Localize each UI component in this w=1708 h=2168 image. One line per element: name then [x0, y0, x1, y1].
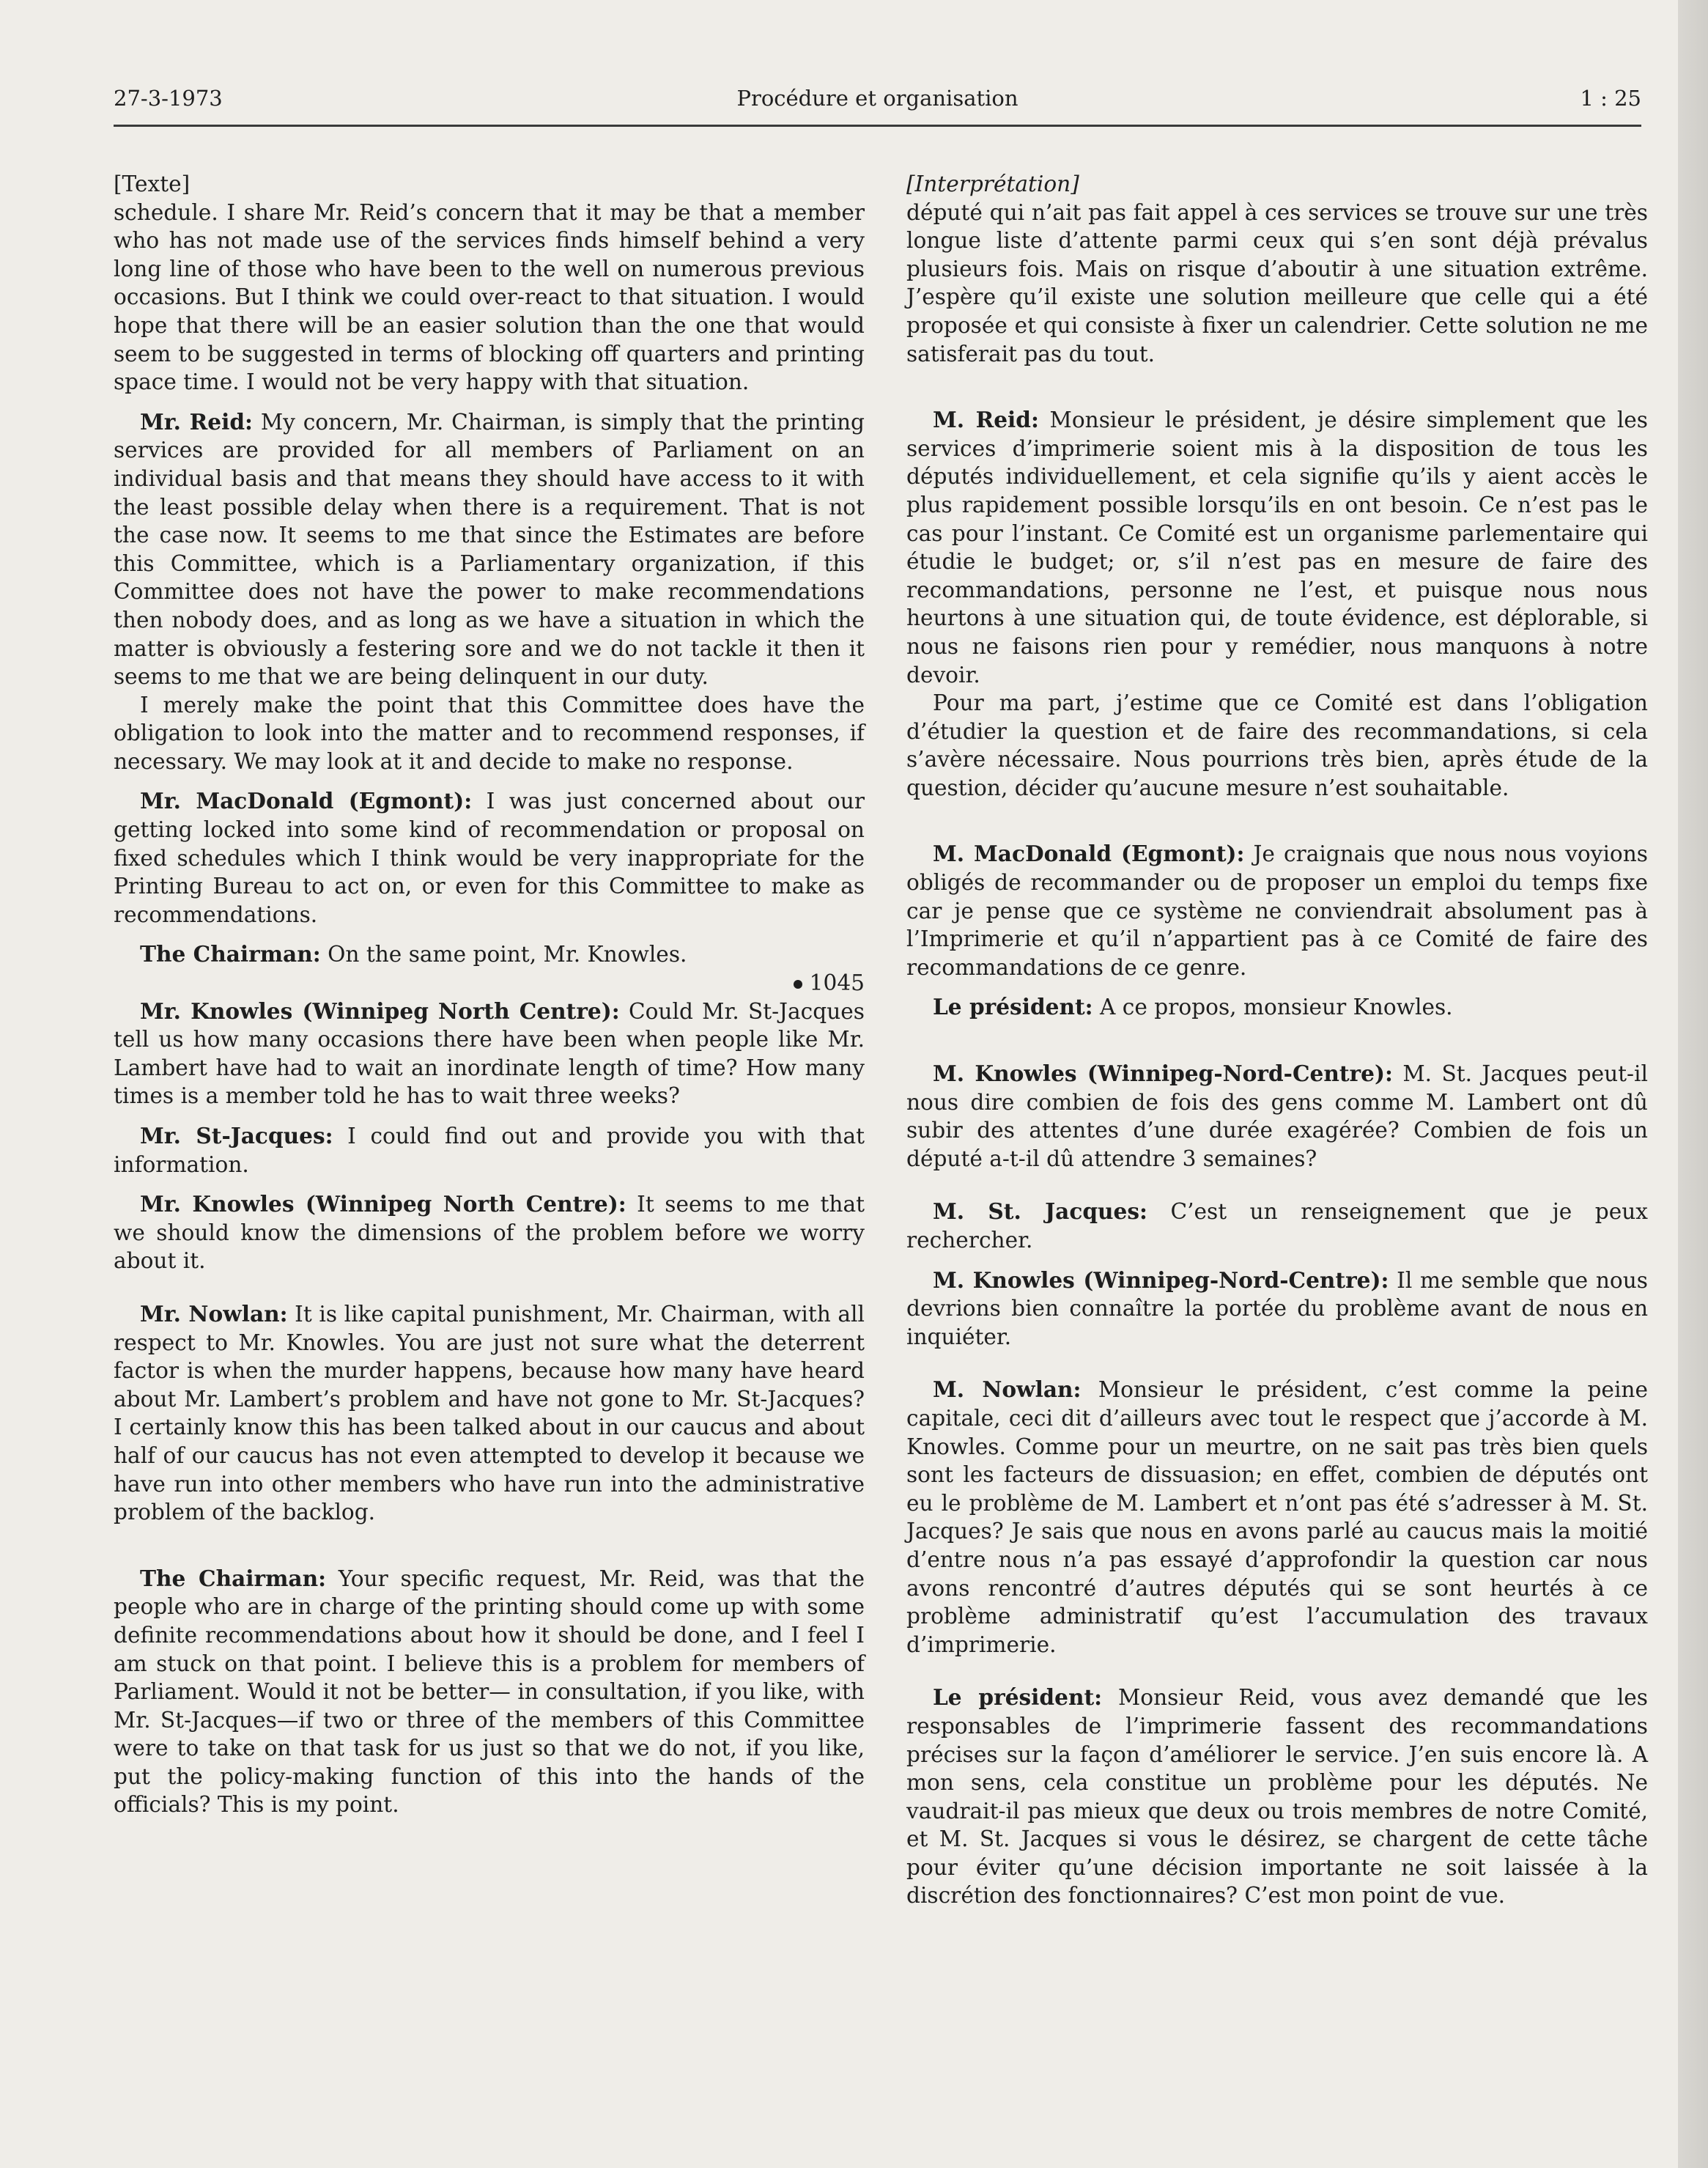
- time-marker: 1045: [114, 969, 865, 998]
- paragraph: [114, 787, 865, 929]
- speaker-name: M. Reid:: [933, 407, 1039, 433]
- speech-text: Il me semble que nous devrions bien connaître la portée du problème avant de nous en inquiéter.: [906, 1267, 1648, 1349]
- paragraph: [114, 1565, 865, 1819]
- speaker-name: Le président:: [933, 994, 1093, 1020]
- paragraph: [114, 998, 865, 1110]
- speech-text: It seems to me that we should know the dimensions of the problem before we worry about it.: [114, 1192, 865, 1274]
- speaker-name: Mr. Knowles (Winnipeg North Centre):: [140, 1191, 626, 1217]
- speech-text: A ce propos, monsieur Knowles.: [1100, 995, 1453, 1020]
- french-column: [906, 170, 1648, 1910]
- speech-text: Je craignais que nous nous voyions obligés de recommander ou de proposer un emploi du temps fixe car je pense que ce système ne conviendrait absolument pas à l’Imprimerie et qu’il n’appartient pas à ce Comité de faire des recommandations de ce genre.: [906, 841, 1648, 980]
- paragraph: [906, 1198, 1648, 1254]
- speech-text: I could find out and provide you with that information.: [114, 1124, 865, 1177]
- speaker-name: The Chairman:: [140, 1565, 327, 1591]
- speech-text: Your specific request, Mr. Reid, was that the people who are in charge of the printing should come up with some definite recommendations about how it should be done, and I feel I am stuck on that point. I believe this is a problem for members of Parliament. Would it not be better— in consultation, if you like, with Mr. St-Jacques—if two or three of the members of this Committee were to take on that task for us just so that we do not, if you like, put the policy-making function of this into the hands of the officials? This is my point.: [114, 1566, 865, 1818]
- speaker-name: M. MacDonald (Egmont):: [933, 841, 1245, 867]
- speech-text: Could Mr. St-Jacques tell us how many occasions there have been when people like Mr. Lambert have had to wait an inordinate length of time? How many times is a member told he has to wait three weeks?: [114, 998, 865, 1109]
- page-header: [114, 81, 1641, 127]
- paragraph: Pour ma part, j’estime que ce Comité est dans l’obligation d’étudier la question et de faire des recommandations, si cela s’avère nécessaire. Nous pourrions très bien, après étude de la question, décider qu’aucune mesure n’est souhaitable.: [906, 690, 1648, 800]
- speech-text: C’est un renseignement que je peux rechercher.: [906, 1199, 1648, 1253]
- speaker-name: Mr. Knowles (Winnipeg North Centre):: [140, 998, 620, 1024]
- speaker-name: Mr. MacDonald (Egmont):: [140, 788, 473, 814]
- speaker-name: M. Knowles (Winnipeg-Nord-Centre):: [933, 1266, 1389, 1293]
- language-tag: [Texte]: [114, 172, 191, 196]
- paragraph: député qui n’ait pas fait appel à ces services se trouve sur une très longue liste d’attente parmi ceux qui s’en sont déjà prévalus plusieurs fois. Mais on risque d’aboutir à une situation extrême. J’espère qu’il existe une solution meilleure que celle qui a été proposée et qui consiste à fixer un calendrier. Cette solution ne me satisferait pas du tout.: [906, 199, 1648, 366]
- speaker-name: Le président:: [933, 1684, 1103, 1711]
- paragraph: [906, 1376, 1648, 1659]
- paragraph: [906, 1060, 1648, 1173]
- language-tag: [Interprétation]: [906, 172, 1079, 196]
- speech-text: M. St. Jacques peut-il nous dire combien de fois des gens comme M. Lambert ont dû subir des attentes d’une durée exagérée? Combien de fois un député a-t-il dû attendre 3 semaines?: [906, 1061, 1648, 1171]
- speech-text: Monsieur Reid, vous avez demandé que les responsables de l’imprimerie fassent des recommandations précises sur la façon d’améliorer le service. J’en suis encore là. A mon sens, cela constitue un problème pour les députés. Ne vaudrait-il pas mieux que deux ou trois membres de notre Comité, et M. St. Jacques si vous le désirez, se chargent de cette tâche pour éviter qu’une décision importante ne soit laissée à la discrétion des fonctionnaires? C’est mon point de vue.: [906, 1685, 1648, 1909]
- paragraph: [114, 940, 865, 969]
- speech-text: I was just concerned about our getting locked into some kind of recommendation or proposal on fixed schedules which I think would be very inappropriate for the Printing Bureau to act on, or even for this Committee to make as recommendations.: [114, 789, 865, 927]
- paragraph: [906, 406, 1648, 689]
- paragraph: [114, 408, 865, 691]
- header-title: Procédure et organisation: [736, 86, 1018, 111]
- speech-text: Monsieur le président, c’est comme la peine capitale, ceci dit d’ailleurs avec tout le respect que j’accorde à M. Knowles. Comme pour un meurtre, on ne sait pas très bien quels sont les facteurs de dissuasion; en effet, combien de députés ont eu le problème de M. Lambert et n’ont pas été s’adresser à M. St. Jacques? Je sais que nous en avons parlé au caucus mais la moitié d’entre nous n’a pas essayé d’approfondir la question car nous avons rencontré d’autres députés qui se sont heurtés à ce problème administratif qu’est l’accumulation des travaux d’imprimerie.: [906, 1377, 1648, 1657]
- paragraph: schedule. I share Mr. Reid’s concern that it may be that a member who has not made use of the services finds himself behind a very long line of those who have been to the well on numerous previous occasions. But I think we could over-react to that situation. I would hope that there will be an easier solution than the one that would seem to be suggested in terms of blocking off quarters and printing space time. I would not be very happy with that situation.: [114, 199, 865, 395]
- header-date: 27-3-1973: [114, 86, 223, 111]
- bullet-icon: [794, 980, 802, 989]
- paragraph: [906, 1684, 1648, 1910]
- paragraph: [906, 1266, 1648, 1352]
- paragraph: [114, 1190, 865, 1275]
- paragraph: [114, 1300, 865, 1527]
- header-page-number: 1 : 25: [1580, 86, 1641, 111]
- paragraph: I merely make the point that this Committee does have the obligation to look into the matter and to recommend responses, if necessary. We may look at it and decide to make no response.: [114, 692, 865, 774]
- speaker-name: The Chairman:: [140, 941, 321, 967]
- paragraph: [114, 1122, 865, 1179]
- speaker-name: Mr. St-Jacques:: [140, 1123, 333, 1148]
- speaker-name: Mr. Nowlan:: [140, 1300, 288, 1327]
- paragraph: [906, 840, 1648, 981]
- speech-text: On the same point, Mr. Knowles.: [328, 942, 687, 967]
- english-column: [114, 170, 865, 1819]
- speaker-name: M. St. Jacques:: [933, 1198, 1147, 1225]
- speech-text: My concern, Mr. Chairman, is simply that the printing services are provided for all members of Parliament on an individual basis and that means they should have access to it with the least possible delay when there is a requirement. That is not the case now. It seems to me that since the Estimates are before this Committee, which is a Parliamentary organization, if this Committee does not have the power to make recommendations then nobody does, and as long as we have a situation in which the matter is obviously a festering sore and we do not tackle it then it seems to me that we are being delinquent in our duty.: [114, 409, 865, 690]
- speech-text: Monsieur le président, je désire simplement que les services d’imprimerie soient mis à la disposition de tous les députés individuellement, et cela signifie qu’ils y aient accès le plus rapidement possible lorsqu’ils en ont besoin. Ce n’est pas le cas pour l’instant. Ce Comité est un organisme parlementaire qui étudie le budget; or, s’il n’est pas en mesure de faire des recommandations, personne ne l’est, et puisque nous nous heurtons à une situation qui, de toute évidence, est déplorable, si nous ne faisons rien pour y remédier, nous manquons à notre devoir.: [906, 408, 1648, 687]
- speech-text: It is like capital punishment, Mr. Chairman, with all respect to Mr. Knowles. You are just not sure what the deterrent factor is when the murder happens, because how many have heard about Mr. Lambert’s problem and have not gone to Mr. St-Jacques? I certainly know this has been talked about in our caucus and about half of our caucus has not even attempted to develop it because we have run into other members who have run into the administrative problem of the backlog.: [114, 1301, 865, 1525]
- paragraph: [906, 993, 1648, 1022]
- speaker-name: Mr. Reid:: [140, 408, 253, 435]
- speaker-name: M. Knowles (Winnipeg-Nord-Centre):: [933, 1061, 1393, 1087]
- speaker-name: M. Nowlan:: [933, 1376, 1082, 1403]
- page-edge: [1678, 0, 1708, 2168]
